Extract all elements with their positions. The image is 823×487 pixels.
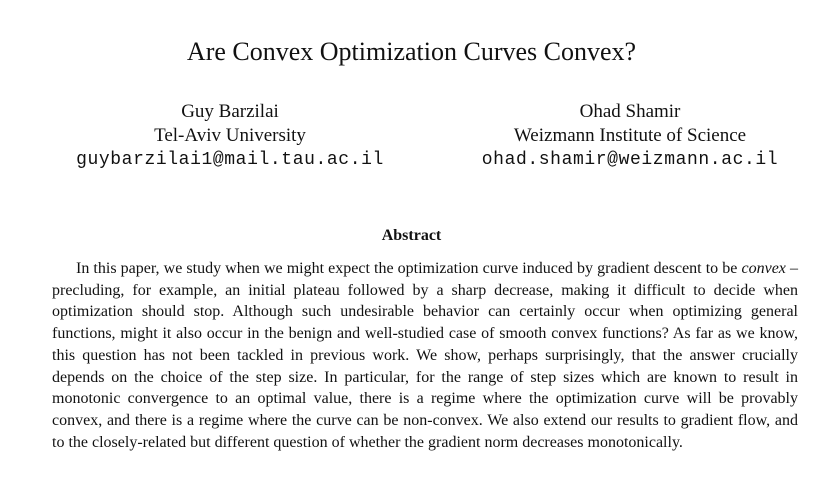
author-affiliation: Tel-Aviv University bbox=[154, 125, 306, 146]
author-email: ohad.shamir@weizmann.ac.il bbox=[481, 150, 779, 170]
abstract-text-start: In this paper, we study when we might expect the optimization curve induced by gradient descent to be bbox=[76, 260, 742, 277]
author-email: guybarzilai1@mail.tau.ac.il bbox=[76, 150, 384, 170]
abstract-body bbox=[52, 258, 798, 453]
paper-title: Are Convex Optimization Curves Convex? bbox=[186, 37, 637, 66]
author-name: Ohad Shamir bbox=[579, 101, 681, 122]
abstract-heading: Abstract bbox=[381, 227, 442, 244]
abstract-emphasis: convex bbox=[741, 260, 786, 277]
author-block-2 bbox=[430, 100, 823, 172]
author-block-1 bbox=[40, 100, 420, 172]
author-affiliation: Weizmann Institute of Science bbox=[513, 125, 747, 146]
abstract-text-rest: – precluding, for example, an initial plateau followed by a sharp decrease, making it difficult to decide when optimization should stop. Although such undesirable behavior can certainly occur when optimizing general functions, might it also occur in the benign and well-studied case of smooth convex functions? As far as we know, this question has not been tackled in previous work. We show, perhaps surprisingly, that the answer crucially depends on the choice of the step size. In particular, for the range of step sizes which are known to result in monotonic convergence to an optimal value, there is a regime where the optimization curve will be provably convex, and there is a regime where the curve can be non-convex. We also extend our results to gradient flow, and to the closely-related but different question of whether the gradient norm decreases monotonically. bbox=[52, 260, 799, 451]
author-name: Guy Barzilai bbox=[181, 101, 279, 122]
